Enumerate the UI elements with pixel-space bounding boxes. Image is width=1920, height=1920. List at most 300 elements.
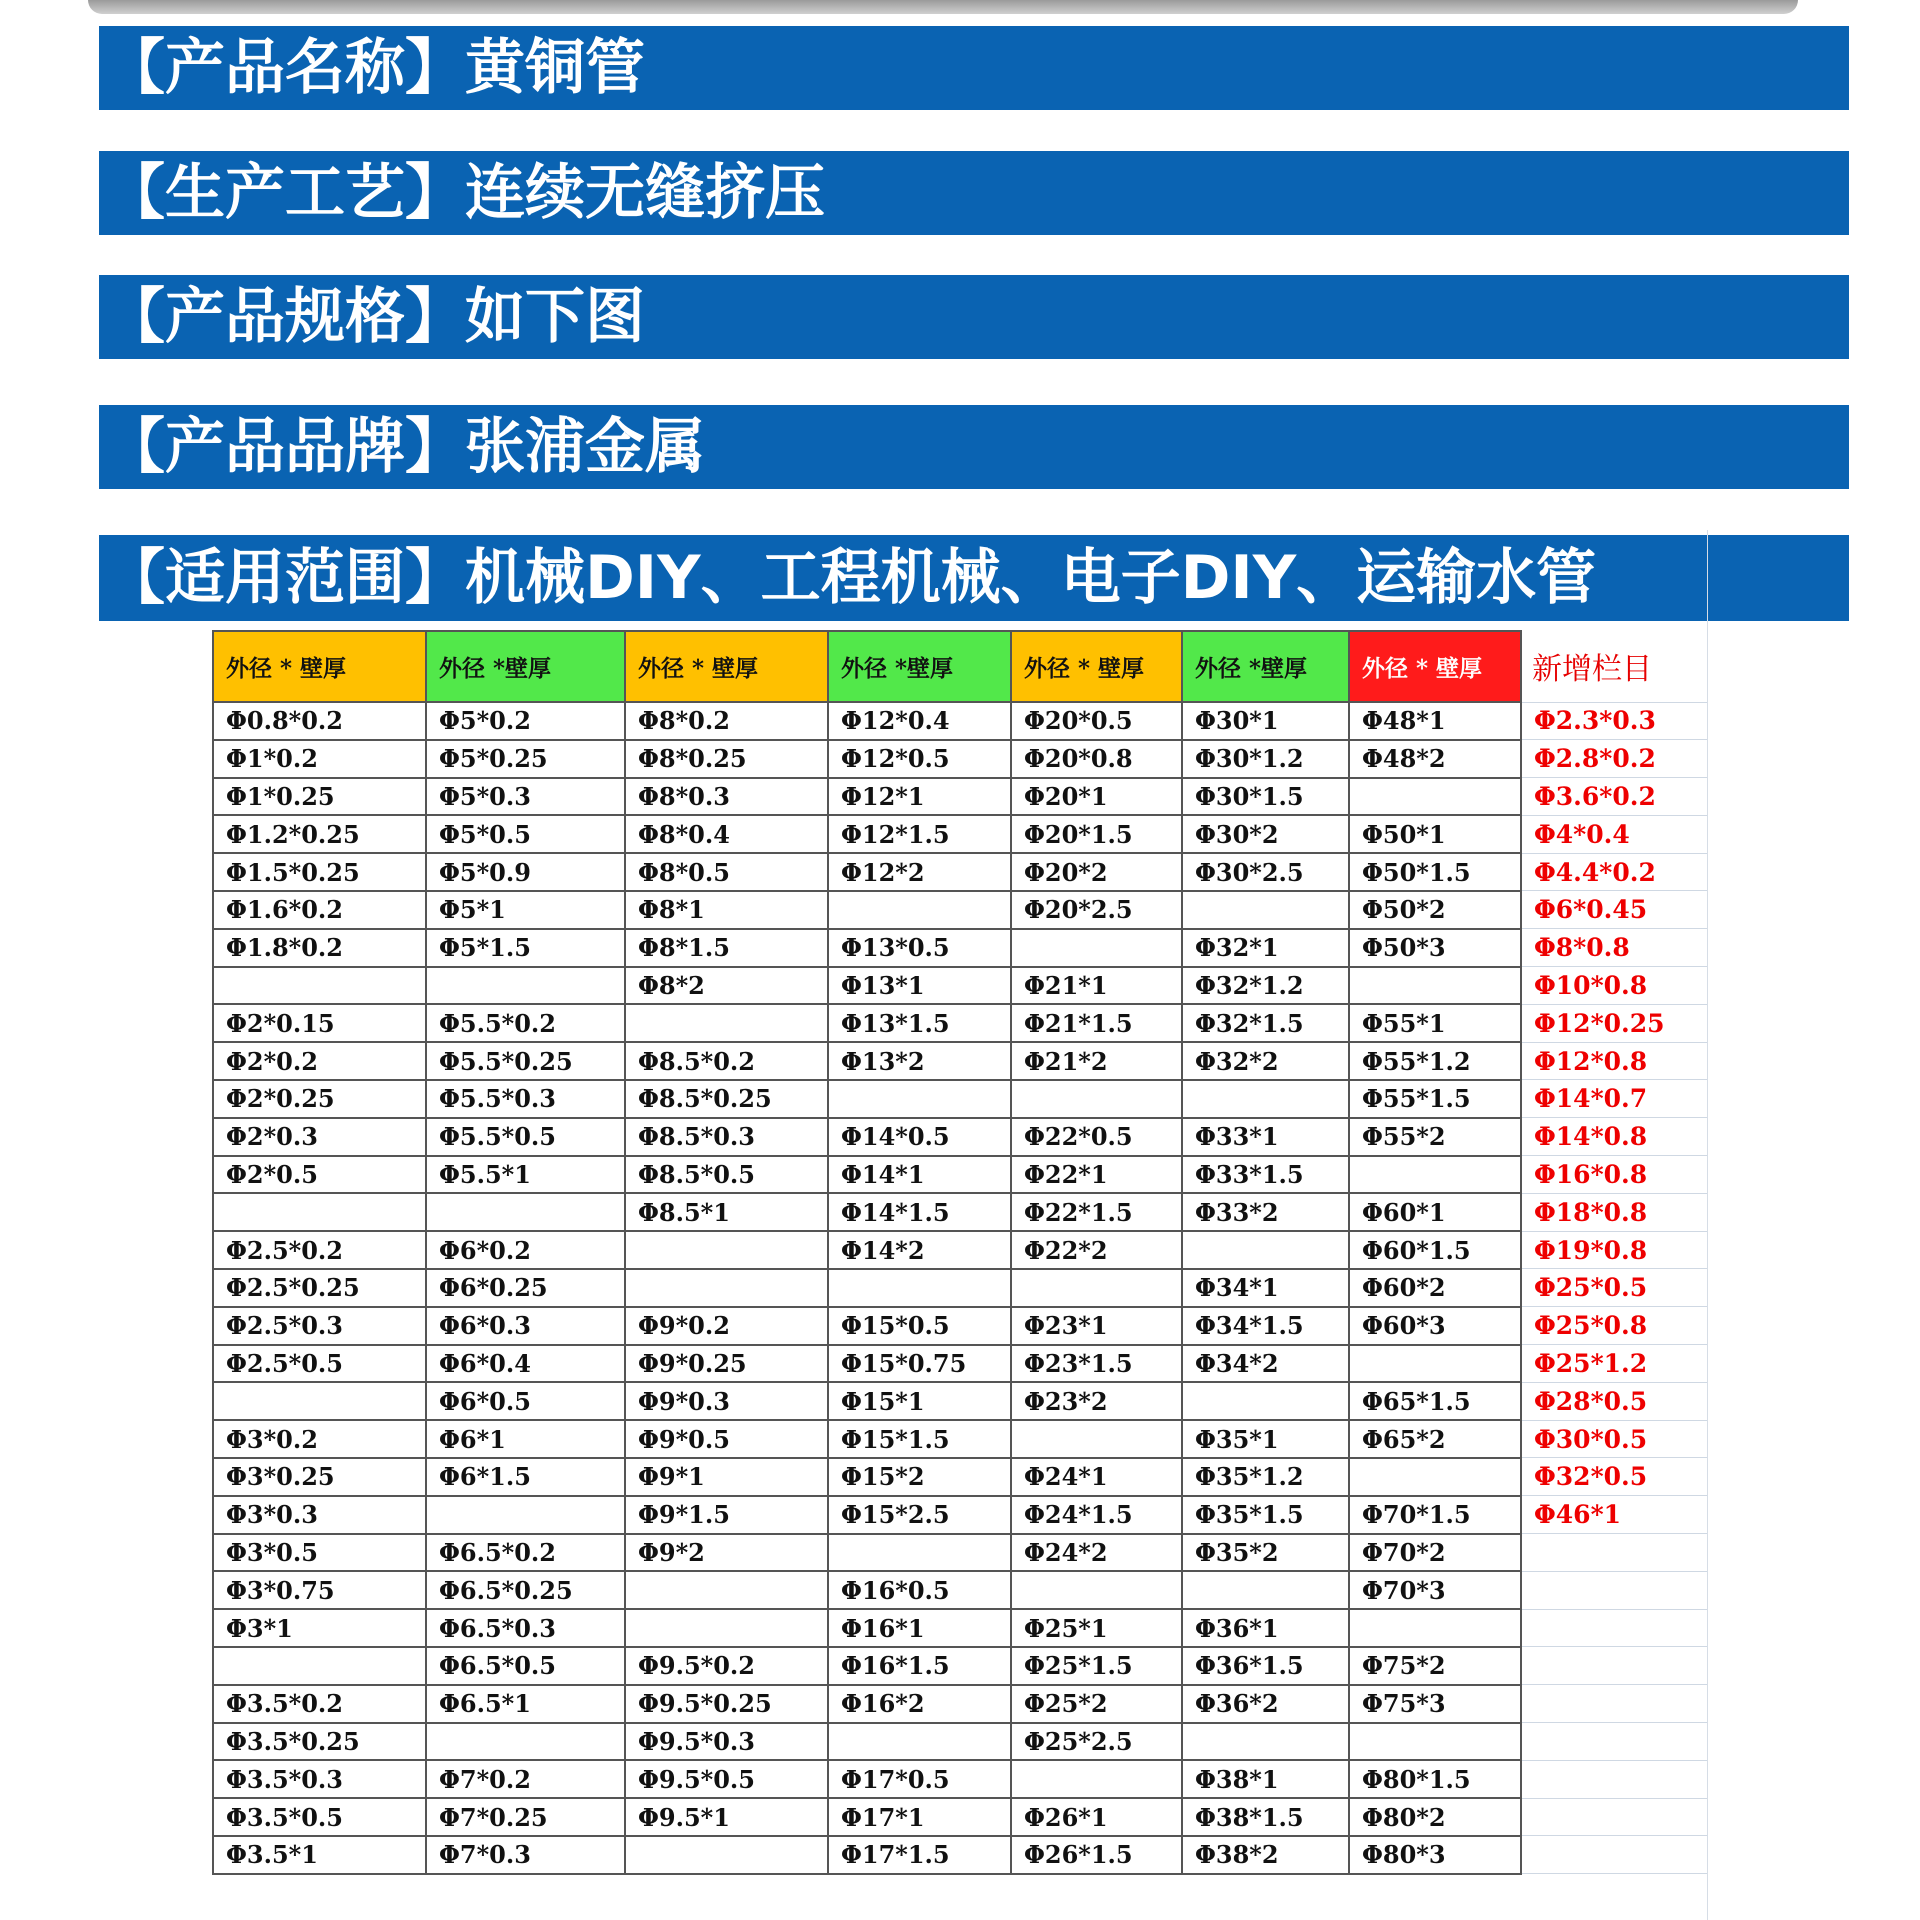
spec-cell: Φ1.2*0.25 (213, 815, 426, 853)
table-row (213, 1647, 1707, 1685)
spec-cell: Φ48*2 (1349, 740, 1521, 778)
spec-cell: Φ80*2 (1349, 1798, 1521, 1836)
sheet-gridline (1707, 530, 1708, 1920)
spec-cell: Φ5.5*0.5 (426, 1118, 625, 1156)
spec-cell: Φ17*1 (828, 1798, 1011, 1836)
table-row (213, 1118, 1707, 1156)
spec-cell: Φ25*1.5 (1011, 1647, 1182, 1685)
spec-cell: Φ34*2 (1182, 1345, 1349, 1383)
spec-cell: Φ6*0.3 (426, 1307, 625, 1345)
new-spec-cell (1521, 1836, 1707, 1874)
new-spec-cell (1521, 1723, 1707, 1761)
spec-cell (625, 1571, 828, 1609)
spec-cell (1349, 1458, 1521, 1496)
spec-cell (1011, 1420, 1182, 1458)
spec-cell: Φ2.5*0.25 (213, 1269, 426, 1307)
spec-cell: Φ17*1.5 (828, 1836, 1011, 1874)
spec-cell: Φ3.5*0.3 (213, 1760, 426, 1798)
spec-cell: Φ22*2 (1011, 1231, 1182, 1269)
spec-cell: Φ23*1 (1011, 1307, 1182, 1345)
new-spec-cell (1521, 1534, 1707, 1572)
spec-cell: Φ3*0.25 (213, 1458, 426, 1496)
spec-cell: Φ5*0.9 (426, 853, 625, 891)
spec-cell: Φ7*0.2 (426, 1760, 625, 1798)
spec-cell: Φ6*0.4 (426, 1345, 625, 1383)
spec-cell: Φ36*1 (1182, 1609, 1349, 1647)
spec-cell (1182, 1231, 1349, 1269)
spec-cell: Φ2.5*0.2 (213, 1231, 426, 1269)
spec-cell: Φ3.5*1 (213, 1836, 426, 1874)
spec-cell: Φ26*1 (1011, 1798, 1182, 1836)
table-row (213, 853, 1707, 891)
spec-cell: Φ60*1.5 (1349, 1231, 1521, 1269)
spec-cell: Φ15*0.5 (828, 1307, 1011, 1345)
spec-cell: Φ33*1.5 (1182, 1156, 1349, 1194)
table-row (213, 815, 1707, 853)
spec-cell (828, 1080, 1011, 1118)
table-row (213, 1080, 1707, 1118)
spec-cell: Φ8*2 (625, 967, 828, 1005)
new-spec-cell: Φ25*0.8 (1521, 1307, 1707, 1345)
spec-cell: Φ26*1.5 (1011, 1836, 1182, 1874)
spec-cell: Φ9*1 (625, 1458, 828, 1496)
spec-cell: Φ3.5*0.5 (213, 1798, 426, 1836)
spec-cell: Φ30*1.2 (1182, 740, 1349, 778)
new-spec-cell (1521, 1609, 1707, 1647)
spec-cell: Φ3.5*0.25 (213, 1723, 426, 1761)
spec-cell: Φ6*0.5 (426, 1382, 625, 1420)
new-spec-cell: Φ19*0.8 (1521, 1231, 1707, 1269)
spec-cell: Φ65*1.5 (1349, 1382, 1521, 1420)
banner-key: 【产品名称】 (105, 33, 465, 103)
banner-value: 如下图 (465, 282, 645, 352)
spec-cell: Φ50*3 (1349, 929, 1521, 967)
spec-cell (1349, 778, 1521, 816)
spec-cell (828, 1534, 1011, 1572)
spec-cell: Φ32*1.5 (1182, 1004, 1349, 1042)
spec-cell: Φ6.5*0.25 (426, 1571, 625, 1609)
spec-cell: Φ48*1 (1349, 702, 1521, 740)
column-header: 外径 *壁厚 (828, 631, 1011, 702)
spec-cell: Φ80*3 (1349, 1836, 1521, 1874)
spec-cell: Φ50*1.5 (1349, 853, 1521, 891)
spec-cell: Φ30*1.5 (1182, 778, 1349, 816)
spec-cell: Φ24*1.5 (1011, 1496, 1182, 1534)
spec-cell (828, 891, 1011, 929)
spec-cell: Φ50*1 (1349, 815, 1521, 853)
spec-cell: Φ35*1.5 (1182, 1496, 1349, 1534)
new-spec-cell: Φ2.8*0.2 (1521, 740, 1707, 778)
spec-cell: Φ3*0.75 (213, 1571, 426, 1609)
table-row (213, 1004, 1707, 1042)
spec-cell: Φ6*1 (426, 1420, 625, 1458)
spec-cell: Φ8*0.4 (625, 815, 828, 853)
new-spec-cell: Φ30*0.5 (1521, 1420, 1707, 1458)
spec-cell: Φ38*1 (1182, 1760, 1349, 1798)
column-header: 外径 * 壁厚 (1349, 631, 1521, 702)
spec-cell: Φ17*0.5 (828, 1760, 1011, 1798)
spec-cell: Φ14*2 (828, 1231, 1011, 1269)
spec-cell: Φ15*0.75 (828, 1345, 1011, 1383)
new-spec-cell (1521, 1760, 1707, 1798)
spec-cell: Φ8*0.25 (625, 740, 828, 778)
spec-cell: Φ75*2 (1349, 1647, 1521, 1685)
spec-cell: Φ1*0.2 (213, 740, 426, 778)
spec-cell: Φ1.5*0.25 (213, 853, 426, 891)
spec-cell (426, 1496, 625, 1534)
table-row (213, 1042, 1707, 1080)
spec-cell: Φ12*1 (828, 778, 1011, 816)
spec-cell: Φ70*3 (1349, 1571, 1521, 1609)
spec-cell: Φ24*2 (1011, 1534, 1182, 1572)
spec-cell (828, 1269, 1011, 1307)
spec-cell: Φ7*0.25 (426, 1798, 625, 1836)
spec-cell: Φ22*1 (1011, 1156, 1182, 1194)
spec-cell: Φ21*1.5 (1011, 1004, 1182, 1042)
spec-cell: Φ3*0.5 (213, 1534, 426, 1572)
spec-cell: Φ23*2 (1011, 1382, 1182, 1420)
spec-cell (828, 1723, 1011, 1761)
table-row (213, 1307, 1707, 1345)
info-banner (99, 535, 1849, 621)
column-header: 外径 *壁厚 (426, 631, 625, 702)
spec-cell (1011, 1080, 1182, 1118)
spec-cell: Φ55*1.2 (1349, 1042, 1521, 1080)
spec-cell: Φ16*1 (828, 1609, 1011, 1647)
spec-cell: Φ50*2 (1349, 891, 1521, 929)
spec-cell: Φ8*1 (625, 891, 828, 929)
spec-cell: Φ5*0.5 (426, 815, 625, 853)
spec-cell: Φ9*0.3 (625, 1382, 828, 1420)
spec-cell: Φ21*2 (1011, 1042, 1182, 1080)
spec-cell: Φ2.5*0.3 (213, 1307, 426, 1345)
spec-cell: Φ5*0.3 (426, 778, 625, 816)
spec-cell: Φ30*2.5 (1182, 853, 1349, 891)
spec-cell (426, 1193, 625, 1231)
spec-cell: Φ14*0.5 (828, 1118, 1011, 1156)
spec-cell (625, 1004, 828, 1042)
new-spec-cell: Φ10*0.8 (1521, 967, 1707, 1005)
new-spec-cell (1521, 1798, 1707, 1836)
spec-cell (1011, 929, 1182, 967)
column-header: 外径 * 壁厚 (625, 631, 828, 702)
spec-cell: Φ16*2 (828, 1685, 1011, 1723)
new-spec-cell: Φ6*0.45 (1521, 891, 1707, 929)
spec-cell: Φ15*2.5 (828, 1496, 1011, 1534)
spec-cell (426, 1723, 625, 1761)
spec-cell: Φ8*0.3 (625, 778, 828, 816)
spec-cell: Φ20*0.5 (1011, 702, 1182, 740)
spec-cell: Φ9*1.5 (625, 1496, 828, 1534)
table-row (213, 1571, 1707, 1609)
spec-cell: Φ55*1.5 (1349, 1080, 1521, 1118)
banner-key: 【生产工艺】 (105, 158, 465, 228)
table-row (213, 1798, 1707, 1836)
table-row (213, 1345, 1707, 1383)
spec-cell: Φ25*2 (1011, 1685, 1182, 1723)
spec-cell: Φ30*2 (1182, 815, 1349, 853)
spec-cell: Φ3*0.2 (213, 1420, 426, 1458)
spec-cell: Φ2*0.2 (213, 1042, 426, 1080)
banner-value: 机械DIY、工程机械、电子DIY、运输水管 (465, 543, 1597, 613)
spec-cell: Φ6*0.25 (426, 1269, 625, 1307)
spec-cell: Φ21*1 (1011, 967, 1182, 1005)
column-header: 外径 * 壁厚 (213, 631, 426, 702)
spec-cell: Φ1.6*0.2 (213, 891, 426, 929)
table-row (213, 929, 1707, 967)
spec-cell: Φ23*1.5 (1011, 1345, 1182, 1383)
spec-cell: Φ5*1 (426, 891, 625, 929)
banner-key: 【产品规格】 (105, 282, 465, 352)
table-row (213, 1609, 1707, 1647)
spec-cell: Φ3*1 (213, 1609, 426, 1647)
spec-cell: Φ13*0.5 (828, 929, 1011, 967)
spec-cell: Φ20*2.5 (1011, 891, 1182, 929)
spec-cell (625, 1231, 828, 1269)
spec-cell: Φ5.5*0.2 (426, 1004, 625, 1042)
table-row (213, 702, 1707, 740)
spec-cell: Φ8*0.2 (625, 702, 828, 740)
spec-cell: Φ5.5*1 (426, 1156, 625, 1194)
spec-cell: Φ38*2 (1182, 1836, 1349, 1874)
spec-cell: Φ70*2 (1349, 1534, 1521, 1572)
spec-cell: Φ6.5*0.2 (426, 1534, 625, 1572)
info-banner (99, 405, 1849, 489)
spec-cell (1182, 1723, 1349, 1761)
spec-cell: Φ15*1.5 (828, 1420, 1011, 1458)
table-row (213, 1458, 1707, 1496)
spec-cell: Φ15*2 (828, 1458, 1011, 1496)
spec-cell: Φ35*1 (1182, 1420, 1349, 1458)
spec-cell: Φ30*1 (1182, 702, 1349, 740)
spec-cell: Φ2*0.15 (213, 1004, 426, 1042)
spec-cell: Φ36*1.5 (1182, 1647, 1349, 1685)
spec-cell: Φ3*0.3 (213, 1496, 426, 1534)
table-row (213, 967, 1707, 1005)
new-spec-cell: Φ32*0.5 (1521, 1458, 1707, 1496)
spec-cell: Φ9*0.2 (625, 1307, 828, 1345)
table-row (213, 1231, 1707, 1269)
spec-cell: Φ6.5*0.3 (426, 1609, 625, 1647)
spec-cell: Φ32*1 (1182, 929, 1349, 967)
spec-cell: Φ13*2 (828, 1042, 1011, 1080)
spec-cell: Φ2*0.5 (213, 1156, 426, 1194)
spec-cell (1182, 1080, 1349, 1118)
spec-cell (1349, 1156, 1521, 1194)
new-spec-cell: Φ4*0.4 (1521, 815, 1707, 853)
spec-cell: Φ25*1 (1011, 1609, 1182, 1647)
info-banner (99, 26, 1849, 110)
spec-cell (1182, 891, 1349, 929)
new-spec-cell (1521, 1571, 1707, 1609)
spec-cell: Φ35*1.2 (1182, 1458, 1349, 1496)
spec-cell: Φ12*2 (828, 853, 1011, 891)
spec-cell: Φ9.5*1 (625, 1798, 828, 1836)
spec-cell: Φ2*0.3 (213, 1118, 426, 1156)
spec-cell: Φ5.5*0.3 (426, 1080, 625, 1118)
spec-cell: Φ24*1 (1011, 1458, 1182, 1496)
spec-cell: Φ0.8*0.2 (213, 702, 426, 740)
spec-cell: Φ1*0.25 (213, 778, 426, 816)
spec-cell: Φ9.5*0.5 (625, 1760, 828, 1798)
spec-cell (213, 1647, 426, 1685)
spec-cell (1182, 1571, 1349, 1609)
table-row (213, 891, 1707, 929)
spec-cell: Φ32*2 (1182, 1042, 1349, 1080)
spec-cell: Φ7*0.3 (426, 1836, 625, 1874)
spec-cell: Φ70*1.5 (1349, 1496, 1521, 1534)
spec-cell (1011, 1571, 1182, 1609)
new-spec-cell: Φ16*0.8 (1521, 1156, 1707, 1194)
spec-cell: Φ13*1.5 (828, 1004, 1011, 1042)
spec-cell: Φ9*2 (625, 1534, 828, 1572)
spec-cell (625, 1609, 828, 1647)
spec-cell: Φ16*1.5 (828, 1647, 1011, 1685)
spec-cell (1011, 1760, 1182, 1798)
spec-cell: Φ12*1.5 (828, 815, 1011, 853)
spec-cell: Φ8*1.5 (625, 929, 828, 967)
spec-cell: Φ5*1.5 (426, 929, 625, 967)
table-row (213, 1269, 1707, 1307)
spec-cell: Φ8*0.5 (625, 853, 828, 891)
spec-cell: Φ60*1 (1349, 1193, 1521, 1231)
table-row (213, 1382, 1707, 1420)
spec-table-wrapper (212, 630, 1707, 1920)
spec-cell: Φ65*2 (1349, 1420, 1521, 1458)
spec-cell: Φ9.5*0.25 (625, 1685, 828, 1723)
spec-cell: Φ9*0.25 (625, 1345, 828, 1383)
new-spec-cell: Φ18*0.8 (1521, 1193, 1707, 1231)
new-spec-cell: Φ8*0.8 (1521, 929, 1707, 967)
new-spec-cell: Φ14*0.8 (1521, 1118, 1707, 1156)
spec-cell: Φ34*1 (1182, 1269, 1349, 1307)
spec-cell: Φ20*1 (1011, 778, 1182, 816)
spec-cell: Φ33*2 (1182, 1193, 1349, 1231)
banner-value: 张浦金属 (465, 412, 705, 482)
spec-cell (625, 1836, 828, 1874)
spec-cell (1011, 1269, 1182, 1307)
banner-key: 【产品品牌】 (105, 412, 465, 482)
table-row (213, 1760, 1707, 1798)
spec-cell: Φ2.5*0.5 (213, 1345, 426, 1383)
spec-cell: Φ80*1.5 (1349, 1760, 1521, 1798)
table-header-row (213, 631, 1707, 702)
spec-cell: Φ9.5*0.2 (625, 1647, 828, 1685)
spec-cell (213, 967, 426, 1005)
spec-cell: Φ55*1 (1349, 1004, 1521, 1042)
new-spec-cell: Φ28*0.5 (1521, 1382, 1707, 1420)
new-spec-cell: Φ25*1.2 (1521, 1345, 1707, 1383)
spec-cell: Φ5*0.25 (426, 740, 625, 778)
spec-cell: Φ1.8*0.2 (213, 929, 426, 967)
new-spec-cell: Φ4.4*0.2 (1521, 853, 1707, 891)
spec-cell (213, 1382, 426, 1420)
spec-cell: Φ22*1.5 (1011, 1193, 1182, 1231)
table-row (213, 740, 1707, 778)
new-spec-cell: Φ46*1 (1521, 1496, 1707, 1534)
spec-cell: Φ9.5*0.3 (625, 1723, 828, 1761)
product-photo-edge (88, 0, 1798, 14)
spec-cell: Φ33*1 (1182, 1118, 1349, 1156)
spec-cell (1349, 1345, 1521, 1383)
spec-cell: Φ20*2 (1011, 853, 1182, 891)
spec-cell: Φ5.5*0.25 (426, 1042, 625, 1080)
spec-cell: Φ14*1 (828, 1156, 1011, 1194)
table-row (213, 1193, 1707, 1231)
column-header: 外径 *壁厚 (1182, 631, 1349, 702)
spec-cell: Φ20*1.5 (1011, 815, 1182, 853)
column-header: 外径 * 壁厚 (1011, 631, 1182, 702)
table-row (213, 1534, 1707, 1572)
spec-cell (213, 1193, 426, 1231)
info-banner (99, 275, 1849, 359)
table-row (213, 778, 1707, 816)
new-spec-cell (1521, 1685, 1707, 1723)
info-banner (99, 151, 1849, 235)
spec-cell: Φ2*0.25 (213, 1080, 426, 1118)
new-column-header: 新增栏目 (1521, 631, 1707, 702)
spec-cell: Φ8.5*1 (625, 1193, 828, 1231)
spec-cell: Φ8.5*0.2 (625, 1042, 828, 1080)
banner-key: 【适用范围】 (105, 543, 465, 613)
spec-cell: Φ13*1 (828, 967, 1011, 1005)
new-spec-cell: Φ12*0.8 (1521, 1042, 1707, 1080)
spec-cell: Φ6*0.2 (426, 1231, 625, 1269)
new-spec-cell: Φ2.3*0.3 (1521, 702, 1707, 740)
spec-cell (625, 1269, 828, 1307)
spec-cell: Φ15*1 (828, 1382, 1011, 1420)
spec-cell: Φ60*3 (1349, 1307, 1521, 1345)
spec-cell: Φ75*3 (1349, 1685, 1521, 1723)
spec-cell (1182, 1382, 1349, 1420)
table-row (213, 1420, 1707, 1458)
spec-cell: Φ20*0.8 (1011, 740, 1182, 778)
banner-value: 黄铜管 (465, 33, 645, 103)
spec-cell: Φ8.5*0.5 (625, 1156, 828, 1194)
table-row (213, 1836, 1707, 1874)
spec-cell (1349, 1723, 1521, 1761)
spec-cell: Φ14*1.5 (828, 1193, 1011, 1231)
spec-cell: Φ6.5*0.5 (426, 1647, 625, 1685)
new-spec-cell: Φ3.6*0.2 (1521, 778, 1707, 816)
spec-cell: Φ8.5*0.25 (625, 1080, 828, 1118)
spec-cell: Φ55*2 (1349, 1118, 1521, 1156)
new-spec-cell: Φ25*0.5 (1521, 1269, 1707, 1307)
spec-cell: Φ34*1.5 (1182, 1307, 1349, 1345)
spec-cell (426, 967, 625, 1005)
spec-cell: Φ60*2 (1349, 1269, 1521, 1307)
spec-cell: Φ36*2 (1182, 1685, 1349, 1723)
table-row (213, 1685, 1707, 1723)
spec-cell: Φ12*0.4 (828, 702, 1011, 740)
spec-cell: Φ25*2.5 (1011, 1723, 1182, 1761)
spec-cell: Φ5*0.2 (426, 702, 625, 740)
new-spec-cell (1521, 1647, 1707, 1685)
table-row (213, 1723, 1707, 1761)
new-spec-cell: Φ14*0.7 (1521, 1080, 1707, 1118)
spec-cell: Φ32*1.2 (1182, 967, 1349, 1005)
banner-value: 连续无缝挤压 (465, 158, 825, 228)
table-row (213, 1496, 1707, 1534)
spec-cell: Φ3.5*0.2 (213, 1685, 426, 1723)
table-row (213, 1156, 1707, 1194)
spec-cell: Φ22*0.5 (1011, 1118, 1182, 1156)
spec-cell (1349, 1609, 1521, 1647)
spec-cell: Φ38*1.5 (1182, 1798, 1349, 1836)
spec-cell: Φ8.5*0.3 (625, 1118, 828, 1156)
spec-table (212, 630, 1707, 1875)
spec-cell: Φ6.5*1 (426, 1685, 625, 1723)
